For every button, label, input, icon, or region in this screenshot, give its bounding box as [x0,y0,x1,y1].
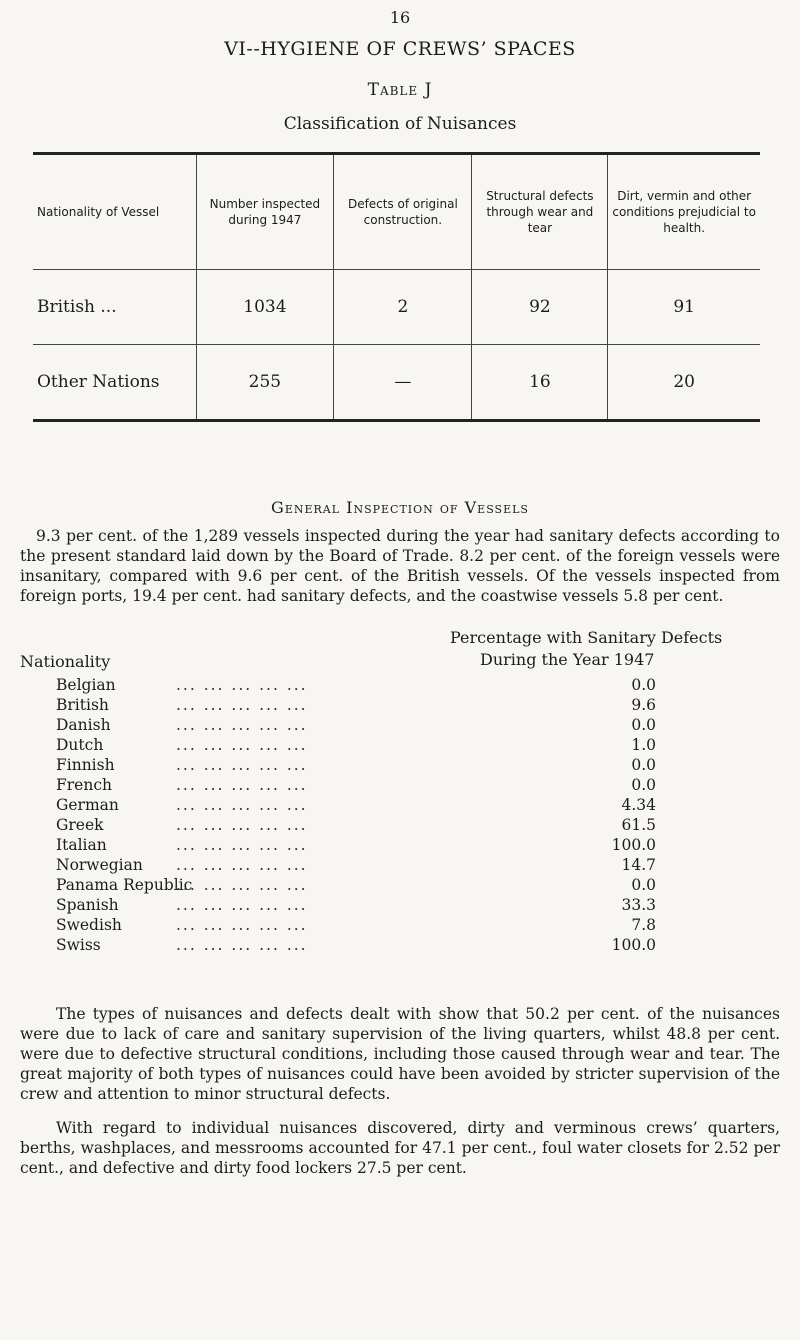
general-inspection-heading: General Inspection of Vessels [271,498,529,517]
percentage-row [56,696,656,716]
percentage-nationality: Norwegian [56,856,143,874]
col-header-dirt: Dirt, vermin and other conditions prejudicial to health. [608,154,760,270]
leader-dots: ... ... ... ... ... [176,936,308,954]
percentage-row [56,796,656,816]
leader-dots: ... ... ... ... ... [176,796,308,814]
percentage-nationality: Swiss [56,936,101,954]
percentage-nationality: Belgian [56,676,116,694]
table-row [33,270,760,345]
percentage-nationality: Finnish [56,756,115,774]
percentage-nationality: Dutch [56,736,104,754]
cell-original: — [334,345,472,421]
percentage-nationality: Danish [56,716,111,734]
percentage-header-line2: During the Year 1947 [480,650,655,669]
cell-nationality: British ... [33,270,196,345]
nationality-header: Nationality [20,652,111,671]
leader-dots: ... ... ... ... ... [176,676,308,694]
percentage-value: 61.5 [621,816,656,834]
leader-dots: ... ... ... ... ... [176,816,308,834]
percentage-value: 100.0 [611,836,656,854]
paragraph-nuisance-types: The types of nuisances and defects dealt with show that 50.2 per cent. of the nuisances were due to lack of care and sanitary supervision of the living quarters, whilst 48.8 per cent. were due to defective structural conditions, including those caused through wear and tear. The great majority of both types of nuisances could have been avoided by stricter supervision of the crew and attention to minor structural defects. [20,1005,780,1103]
percentage-list [56,676,656,956]
leader-dots: ... ... ... ... ... [176,756,308,774]
percentage-row [56,716,656,736]
percentage-value: 7.8 [631,916,656,934]
percentage-row [56,936,656,956]
cell-nationality: Other Nations [37,372,160,392]
percentage-nationality: German [56,796,119,814]
page-number: 16 [389,8,411,27]
leader-dots: ... ... ... ... ... [176,696,308,714]
percentage-nationality: Spanish [56,896,119,914]
leader-dots: ... ... ... ... ... [176,716,308,734]
paragraph-general-inspection: 9.3 per cent. of the 1,289 vessels inspected during the year had sanitary defects according to the present standard laid down by the Board of Trade. 8.2 per cent. of the foreign vessels were insanitary, compared with 9.6 per cent. of the British vessels. Of the vessels inspected from foreign ports, 19.4 per cent. had sanitary defects, and the coastwise vessels 5.8 per cent. [20,527,780,605]
percentage-value: 9.6 [631,696,656,714]
percentage-row [56,816,656,836]
nuisance-table [33,152,760,422]
nuisance-table-wrap [33,152,760,422]
col-header-nationality: Nationality of Vessel [33,154,196,270]
leader-dots: ... ... ... ... ... [176,876,308,894]
leader-dots: ... ... ... ... ... [176,836,308,854]
percentage-row [56,876,656,896]
percentage-nationality: French [56,776,112,794]
percentage-row [56,836,656,856]
cell-structural: 16 [472,345,608,421]
cell-dirt: 20 [608,345,760,421]
percentage-row [56,736,656,756]
col-header-structural: Structural defects through wear and tear [472,154,608,270]
percentage-value: 33.3 [621,896,656,914]
percentage-value: 0.0 [631,716,656,734]
percentage-row [56,916,656,936]
percentage-value: 1.0 [631,736,656,754]
percentage-value: 0.0 [631,876,656,894]
percentage-nationality: Greek [56,816,104,834]
cell-dirt: 91 [608,270,760,345]
col-header-inspected: Number inspected during 1947 [196,154,334,270]
cell-original: 2 [334,270,472,345]
percentage-value: 0.0 [631,756,656,774]
leader-dots: ... ... ... ... ... [176,736,308,754]
percentage-header-line1: Percentage with Sanitary Defects [450,628,723,647]
percentage-nationality: Italian [56,836,107,854]
percentage-value: 100.0 [611,936,656,954]
percentage-nationality: Panama Republic [56,876,193,894]
percentage-value: 0.0 [631,776,656,794]
percentage-row [56,776,656,796]
table-label: Table J [367,80,433,100]
percentage-nationality: Swedish [56,916,122,934]
section-title: VI--HYGIENE OF CREWS’ SPACES [224,38,576,60]
leader-dots: ... ... ... ... ... [176,916,308,934]
leader-dots: ... ... ... ... ... [176,856,308,874]
cell-inspected: 255 [196,345,334,421]
percentage-row [56,896,656,916]
table-header-row [33,154,760,270]
leader-dots: ... ... ... ... ... [176,896,308,914]
percentage-row [56,856,656,876]
cell-structural: 92 [472,270,608,345]
table-caption: Classification of Nuisances [283,114,517,134]
percentage-value: 0.0 [631,676,656,694]
col-header-original: Defects of original construction. [334,154,472,270]
paragraph-individual-nuisances: With regard to individual nuisances discovered, dirty and verminous crews’ quarters, berths, washplaces, and messrooms accounted for 47.1 per cent., foul water closets for 2.52 per cent., and defective and dirty food lockers 27.5 per cent. [20,1119,780,1177]
cell-inspected: 1034 [196,270,334,345]
leader-dots: ... ... ... ... ... [176,776,308,794]
percentage-value: 4.34 [621,796,656,814]
percentage-row [56,756,656,776]
percentage-row [56,676,656,696]
percentage-value: 14.7 [621,856,656,874]
percentage-nationality: British [56,696,109,714]
table-row [33,345,760,421]
